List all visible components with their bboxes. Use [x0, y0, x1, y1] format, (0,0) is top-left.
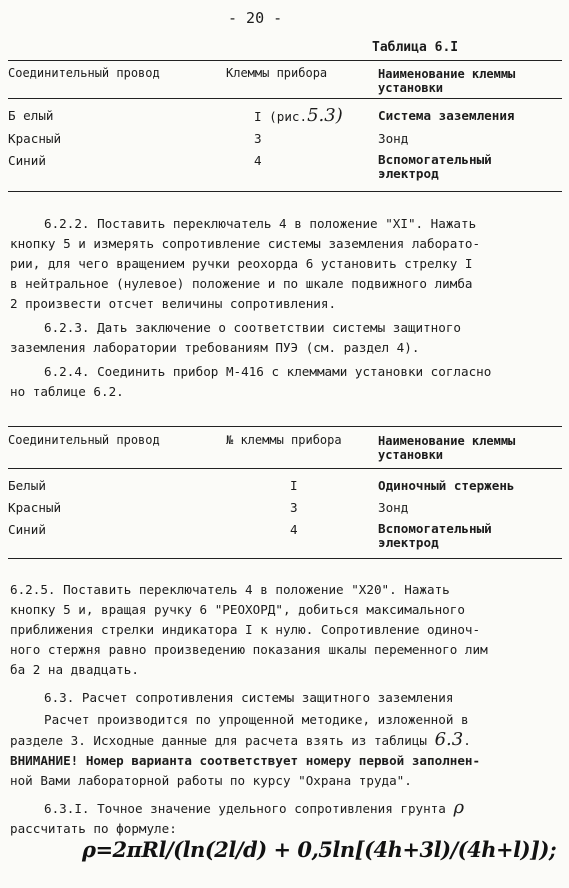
paragraph-6-2-2: [10, 214, 562, 314]
handwritten-formula: ρ=2πRl/(ln(2l/d) + 0,5ln[(4h+3l)/(4h+l)]);: [82, 837, 557, 862]
text-line: рассчитать по формуле:: [10, 821, 177, 836]
text-line: приближения стрелки индикатора I к нулю. Сопротивление одиноч-: [10, 622, 481, 637]
text-line: кнопку 5 и измерять сопротивление системы заземления лаборато-: [10, 236, 481, 251]
table-cell: 3: [290, 500, 298, 515]
handwritten-rho: ρ: [453, 797, 465, 818]
text-line: 2 произвести отсчет величины сопротивления.: [10, 296, 337, 311]
text-line: ной Вами лабораторной работы по курсу "Охрана труда".: [10, 773, 412, 788]
table-cell: Б елый: [8, 108, 54, 123]
page-number: - 20 -: [228, 9, 283, 27]
handwritten-figure-ref: 5.3): [307, 105, 343, 126]
table-cell: Красный: [8, 131, 62, 146]
text-line: 6.2.2. Поставить переключатель 4 в положение "XI". Нажать: [44, 216, 477, 231]
table-cell: Синий: [8, 522, 46, 537]
text-line: но таблице 6.2.: [10, 384, 124, 399]
table-6-2: [8, 424, 562, 566]
table-cell-text: I (рис.: [254, 109, 308, 124]
paragraph-6-2-4: [10, 362, 562, 402]
text-fragment: .: [463, 733, 471, 748]
text-line: рии, для чего вращением ручки реохорда 6 установить стрелку I: [10, 256, 473, 271]
header-wire: Соединительный провод: [8, 433, 160, 447]
text-line: заземления лаборатории требованиям ПУЭ (см. раздел 4).: [10, 340, 420, 355]
table-cell: Зонд: [378, 500, 409, 515]
text-line: ВНИМАНИЕ! Номер варианта соответствует номеру первой заполнен-: [10, 753, 481, 768]
header-terminals: Клеммы прибора: [226, 66, 328, 80]
table-6-1: [8, 58, 562, 198]
header-wire: Соединительный провод: [8, 66, 160, 80]
table-rule-top: [8, 426, 562, 427]
text-line: ба 2 на двадцать.: [10, 662, 139, 677]
table-caption: Таблица 6.I: [372, 40, 459, 55]
table-rule-top: [8, 60, 562, 61]
table-cell: Красный: [8, 500, 62, 515]
section-6-3-heading: [10, 688, 562, 708]
paragraph-6-2-3: [10, 318, 562, 358]
text-fragment: разделе 3. Исходные данные для расчета взять из таблицы: [10, 733, 428, 748]
text-line: кнопку 5 и, вращая ручку 6 "РЕОХОРД", добиться максимального: [10, 602, 465, 617]
table-cell: [254, 106, 343, 127]
text-line: 6.2.4. Соединить прибор М-416 с клеммами установки согласно: [44, 364, 492, 379]
table-cell: Система заземления: [378, 108, 515, 123]
paragraph-6-2-5: [10, 580, 562, 680]
table-rule-header: [8, 98, 562, 99]
text-line: ного стержня равно произведению показания шкалы переменного лим: [10, 642, 488, 657]
table-cell: 4: [254, 153, 262, 168]
header-terminal-number: № клеммы прибора: [226, 433, 342, 447]
table-cell: 4: [290, 522, 298, 537]
table-cell: Вспомогательный электрод: [378, 521, 492, 550]
text-line: [10, 730, 562, 751]
table-rule-header: [8, 468, 562, 469]
table-cell: Одиночный стержень: [378, 478, 515, 493]
header-terminal-name: Наименование клеммы установки: [378, 67, 516, 95]
table-cell: 3: [254, 131, 262, 146]
table-cell: Зонд: [378, 131, 409, 146]
text-fragment: 6.3.I. Точное значение удельного сопротивления грунта: [44, 801, 446, 816]
text-line: [10, 798, 562, 819]
handwritten-table-ref: 6.3: [434, 729, 464, 750]
header-terminal-name: Наименование клеммы установки: [378, 434, 516, 462]
text-line: в нейтральное (нулевое) положение и по шкале подвижного лимба: [10, 276, 473, 291]
paragraph-6-3: [10, 710, 562, 791]
table-rule-bottom: [8, 191, 562, 192]
text-line: 6.2.5. Поставить переключатель 4 в положение "Х20". Нажать: [10, 582, 450, 597]
paragraph-6-3-1: [10, 798, 562, 839]
text-line: 6.3. Расчет сопротивления системы защитного заземления: [44, 690, 454, 705]
table-cell: Белый: [8, 478, 46, 493]
text-line: Расчет производится по упрощенной методике, изложенной в: [44, 712, 469, 727]
table-cell: Синий: [8, 153, 46, 168]
text-line: 6.2.3. Дать заключение о соответствии системы защитного: [44, 320, 462, 335]
table-cell: I: [290, 478, 298, 493]
table-cell: Вспомогательный электрод: [378, 152, 492, 181]
table-rule-bottom: [8, 558, 562, 559]
